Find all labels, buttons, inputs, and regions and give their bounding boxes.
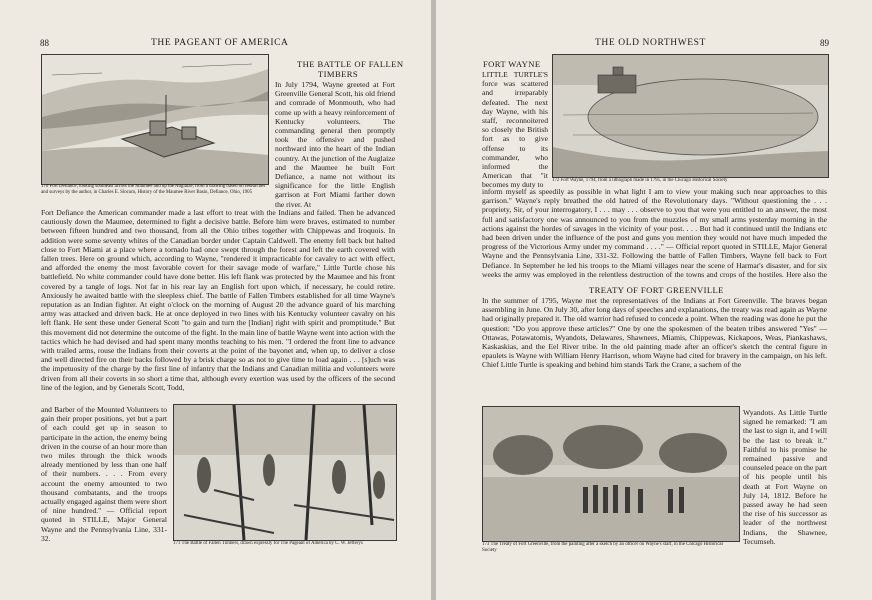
column-text: Wyandots. As Little Turtle signed he remarked: "I am the last to sign it, and I will be the last to break it." Faithful to his promise he remained passive and counseled peace on the part of his people until his death at Fort Wayne on July 14, 1812. Before he passed away he had seen the rise of his successor as leader of the northwest Indians, the Shawnee, Tecumseh. bbox=[743, 408, 827, 546]
body-text: Fort Defiance the American commander made a last effort to treat with the Indians and failed. Then he advanced cautiously down the Maumee, determined to fight a decisive battle. Before him were braves, estimated to number between fifteen hundred and two thousand, from all the Ohio tribes together with Chippewas and Iroquois. In addition were some seventy whites of the Canadian border under Captain Caldwell. The enemy fell back but halted close to Fort Miami at a place where a tornado had once swept through the forest and left the earth covered with fallen trees. Here on ground which, according to Wayne, "rendered it impracticable for cavalry to act with effect, and afforded the enemy the most favorable covert for their savage mode of warfare," Little Turtle chose his battlefield. No white commander could have done better. His left flank was protected by the Maumee and his front covered by a tangle of logs. Not far in his rear lay an English fort upon which, if necessary, he could retire. Anxiously he awaited battle with the sleepless chief. The battle of Fallen Timbers established for all time Wayne's reputation as an Indian fighter. At eight o'clock on the morning of August 20 the advance guard of his marching army was attacked and driven back. He at once deployed in two lines with his Kentucky volunteer cavalry on his left flank. He sent these under General Scott "to gain and turn the [Indian] right with spirit and promptitude." But this movement did not determine the outcome of the fight. In the main line of battle Wayne went into action with the tactics which he had devised and had spent many months teaching to his men. "I ordered the front line to advance with trailed arms, rouse the Indians from their coverts at the point of the bayonet and, when up, to deliver a close and well directed fire on their backs followed by a brisk charge so as not to give time to load again . . . [s]uch was the impetuosity of the charge by the first line of infantry that the Indians and Canadian militia and volunteers were driven from all their coverts in so short a time that, although every exertion was used by the officers of the second line of the legion, and by Generals Scott, Todd, bbox=[41, 208, 395, 392]
figure-fallen-timbers bbox=[173, 404, 397, 541]
left-page bbox=[0, 0, 431, 600]
figure-fort-defiance bbox=[41, 54, 269, 185]
body-text: In the summer of 1795, Wayne met the representatives of the Indians at Fort Greenville. The braves began assembling in June. On July 30, after long days of speeches and explanations, the treaty was read again as Wayne had originally prepared it. The old warrior had refused to concede a point. When the reading was done he put the question: "Do you approve these articles?" One by one the spokesmen of the beaten tribes answered "Yes" — Ottawas, Potawatomis, Wyandots, Delawares, Shawnees, Miamis, Chippewas, Kickapoos, Weas, Piankashaws, Kaskaskias, and the Eel River tribe. In the old painting made after an officer's sketch the central figure in epaulets is Wayne with William Henry Harrison, whom Wayne had cited for bravery in the campaign, on his left. Chief Little Turtle is speaking and behind him stands Tark the Crane, a sachem of the bbox=[482, 296, 827, 370]
running-head: THE OLD NORTHWEST bbox=[595, 38, 706, 48]
fallen-timbers-drawing bbox=[174, 405, 396, 540]
body-text: inform myself as speedily as possible in what light I am to view your making such near approaches to this garrison." Wayne's reply breathed the old hatred of the Revolutionary days. "Without questioning the . . . propriety, Sir, of your interrogatory, I . . . may . . . observe to you that were you entitled to an answer, the most full and satisfactory one was announced to you from the muzzles of my small arms yesterday morning in the actions against the hordes of savages in the vicinity of your post. . . . But had it continued until the Indians etc had been driven under the influence of the post and guns you mention they would not have much impeded the progress of the Victorious Army under my command . . . ." — Official report quoted in STILLE, Major General Wayne and the Pennsylvania Line, 331-32. Following the battle of Fallen Timbers, Wayne fell back to Fort Defiance. In September he led his troops to the Miami villages near the scene of Harmar's disaster, and for six weeks the army was employed in the relentless destruction of the towns and crops of the hostiles. Here also the bbox=[482, 187, 827, 278]
right-page bbox=[436, 0, 872, 600]
body-text: and Barber of the Mounted Volunteers to gain their proper positions, yet but a part of each could get up in season to participate in the action, the enemy being driven in the course of an hour more than two miles through the thick woods already mentioned by less than one half of their numbers. . . . From every account the enemy amounted to two thousand combatants, and the troops actually engaged against them were short of nine hundred." — Official report quoted in STILLE, Major General Wayne and the Pennsylvania Line, 331-32. bbox=[41, 405, 167, 543]
section-title: TREATY OF FORT GREENVILLE bbox=[589, 285, 724, 295]
page-number: 89 bbox=[820, 38, 829, 48]
fort-defiance-engraving bbox=[42, 55, 268, 184]
running-head: THE PAGEANT OF AMERICA bbox=[151, 38, 289, 48]
fort-wayne-lithograph bbox=[553, 55, 828, 177]
page-number: 88 bbox=[40, 38, 49, 48]
figure-treaty bbox=[482, 406, 740, 542]
figure-caption: 172 Fort Wayne, 1794, from a lithograph made in 1795, in the Chicago Historical Society bbox=[552, 178, 728, 183]
section-title: TIMBERS bbox=[318, 69, 359, 79]
column-text: LITTLE TURTLE'S force was scattered and irreparably defeated. The next day Wayne, with his staff, reconnoitered so closely the British fort as to give offense to its commander, who informed the American that "it becomes my duty to bbox=[482, 70, 548, 190]
figure-caption: 171 The Battle of Fallen Timbers, drawn expressly for The Pageant of America by C. W. Jefferys bbox=[173, 541, 363, 546]
column-text: In July 1794, Wayne greeted at Fort Greenville General Scott, his old friend and comrade of Monmouth, who had come up with a heavy reinforcement of Kentucky volunteers. The commanding general then promptly took the offensive and pushed northward into the heart of the Indian country. At the junction of the Auglaize and the Maumee he built Fort Defiance, a name not without its significance for the little English garrison at Fort Miami farther down the river. At bbox=[275, 80, 395, 208]
treaty-painting bbox=[483, 407, 739, 541]
figure-caption: 170 Fort Defiance, looking southeast across the Maumee and up the Auglaize, from a drawing based on researches and surveys by the author, in Charles E. Slocum, History of the Maumee River Basin, Defiance, Ohio, 1905 bbox=[41, 184, 266, 195]
figure-fort-wayne bbox=[552, 54, 829, 178]
section-title: THE BATTLE OF FALLEN bbox=[297, 59, 404, 69]
figure-caption: 173 The Treaty of Fort Greenville, from the painting after a sketch by an officer on Wayne's staff, in the Chicago Historical Society bbox=[482, 542, 723, 553]
section-title: FORT WAYNE bbox=[483, 59, 541, 69]
